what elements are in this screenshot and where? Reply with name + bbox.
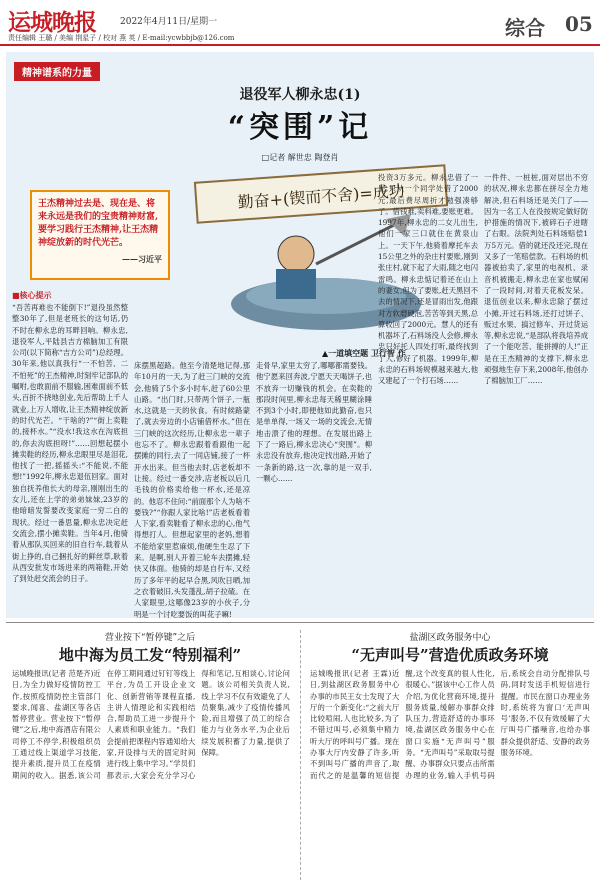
- page-number: 05: [565, 12, 593, 36]
- column-divider: [300, 630, 301, 880]
- illustration-caption: ▲一道填空题 卫行智 作: [322, 348, 406, 358]
- feature-byline: □记者 解世忠 陶登肖: [261, 153, 339, 162]
- quote-text: 王杰精神过去是、现在是、将来永远是我们的宝贵精神财富,要学习践行王杰精神,让王杰精神绽放新的时代光芒。: [38, 199, 159, 249]
- section-divider: [6, 622, 594, 623]
- article-column-5: 一件件、一桩桩,面对层出不穷的状况,柳永忠都在拼尽全力地解决,但石料场还是关门了——因为一名工人在没按规定做好防护措施的情况下,被碎石子迸瞎了右眼。法院判处石料场赔偿1万5万元。借的就还没还完,现在又多了一笔赔偿款。石料场的机器被拍卖了,家里的电视机、录音机被搬走,柳永忠在家也赋闲了一段时间,对着天花板发呆。退伍创业以来,柳永忠除了摆过小摊,开过石料场,还打过饼子、贩过水果、搞过修车、开过货运等,柳永忠说,“是部队将我培养成了一个能吃苦、能拼搏的人!”正是在王杰精神的支撑下,柳永忠顽强地生存下来,2008年,他创办了棉脑加工厂……: [484, 173, 588, 386]
- right-article-body: 运城晚报讯(记者 王霖)近日,到盐湖区政务服务中心办事的市民王女士发现了大厅的一个新变化:“之前大厅比较喧闹,人也比较多,为了不错过叫号,必须集中精力听大厅的呼叫号广播。现在办事大厅内安静了许多,听不到叫号广播的声音了,取而代之的是温馨的短信提醒,这个改变真的很人性化,很暖心。”据该中心工作人员介绍,为优化营商环境,提升服务质量,缓解办事群众排队压力,营造舒适的办事环境,盐湖区政务服务中心在窗口实施“无声叫号”服务。“无声叫号”采取取号提醒、办事群众只要点击所需办理的业务,输入手机号码后,系统会自动分配排队号码,同时发送手机短信进行提醒。市民在窗口办理业务时,系统将为窗口‘无声叫号’服务,不仅有效缓解了大厅叫号广播噪音,也给办事群众提供舒适、安静的政务服务环境。: [310, 669, 590, 780]
- core-tip-label: ■核心提示: [12, 290, 52, 300]
- masthead: [0, 0, 600, 46]
- issue-date: 2022年4月11日/星期一: [120, 17, 218, 27]
- left-article-title: 地中海为员工发“特别福利”: [58, 646, 242, 664]
- left-article-subhead: 营业按下“暂停键”之后: [104, 633, 196, 643]
- left-article-body: 运城晚报讯(记者 范楚齐)近日,为全力做好疫情防控工作,按照疫情防控主管部门要求,闻喜、盐湖区等各店暂停营业。营业按下“暂停键”之后,地中海酒店有限公司停工不停学,积极组织员工通过线上渠道学习技能,提升素质,提升员工在疫情期间的收入。据悉,该公司在停工期间通过钉钉等线上平台,为员工开设企业文化、创新营销等课程直播,主讲人情理论和实践相结合,帮助员工进一步提升个人素质和职业能力。“我们会提前把课程内容通知给大家,开设排与天的固定时间进行线上集中学习。”学员们都表示,大家会充分学习心得和笔记,互相谈心,讨论问题。该公司相关负责人说,线上学习不仅有效避免了人员聚集,减少了疫情传播风险,而且增强了员工的综合能力与业务水平,为企业后续发展积蓄了力量,提供了保障。: [12, 669, 290, 780]
- quote-signature: ——习近平: [122, 254, 162, 265]
- quote-box: [30, 190, 170, 280]
- illo-slogan: 勤奋+(锲而不舍)=成功: [237, 181, 406, 212]
- newspaper-logo: 运城晚报: [8, 9, 96, 36]
- section-name: 综合: [505, 16, 545, 40]
- right-article-title: “无声叫号”营造优质政务环境: [351, 646, 549, 664]
- article-column-4: 投资3万多元。柳永忠借了一屁,只从一个同学处借了2000元,最后费尽周折才勉强凑够了。借钱难,卖料难,要账更难。1997年,柳永忠的二女儿出生,他们一家三口就住在黄泉山上。一天下午,他骑着摩托车去15公里之外的杂庄村要账,刚到张庄村,就下起了大雨,随之电闪雷鸣。柳永忠惦记着还在山上的妻女,但为了要账,赶天黑回不去的情况下,还是冒雨出发,他跟对方软磨硬泡,苦苦等到天黑,总算收回了2000元。慧人的还有机器坏了,石料场没人会修,柳永忠只好托人四处打听,最终找到了人,修好了机器。1999年,柳永忠的石料场规模越来越大,他又建起了一个打石场……: [378, 173, 478, 386]
- article-column-1: “吾苦再难也不能倒下!”退役虽然整整30年了,但是老班长的这句话,仍不时在柳永忠的耳畔回响。柳永忠,退役军人,平陆县吉方棉脑加工有限公司(以下简称“吉方公司”)总经理。30年来,他以真我行“一不怕苦、二不怕死”的王杰精神,时刻牢记部队的嘱咐,也敢面前不服输,困难面前不低头,百折不挠地创业,先后帮助上千人就业,上万人增收,让王杰精神绽放新的时代光芒。“干啥的?”“街上卖鞋的,接杯水。”“没水!我这水在沟底担的,你去沟底担呀!”……回想起摆小摊卖鞋的经历,柳永忠眼里尽是泪花,他找了一把,摇摇头:“不能说,不能想!”1992年,柳永忠退伍回家。面对独自抚养他长大的母亲,刚刚出生的女儿,还在上学的弟弟妹妹,23岁的他暗暗发誓要改变家庭一穷二白的现状。经过一番思量,柳永忠决定赶交流会,摆小摊卖鞋。当年4月,他骑着从那队买回来的旧自行车,载着从街上挣的,自己捆扎好的鲜丝草,耿着从西安批发市场进来的两箱鞋,开始了到处赶交流会的日子。: [12, 303, 128, 584]
- editor-credits: 责任编辑 王璐 / 美编 荆星子 / 校对 燕 英 / E-mail:ycwbbjb@126.com: [8, 34, 235, 42]
- article-column-2: 床摆黑超路。他至今清楚地记得,那年10月的一天,为了赶三门峡的交流会,他骑了5个多小时车,赶了60公里山路。“出门时,只带两个饼子,一瓶水,这就是一天的伙食。有时候路蒙了,就去旁边的小店铺借杯水。”但在三门峡的这次经历,让柳永忠一辈子也忘不了。柳永忠跟着看跟他一起摆摊的同行,去了一同店铺,接了一杯开水出来。但当他去时,店老板却不让接。经过一番交涉,店老板以后几毛钱的价格卖给他一杯水,还是凉的。他忍不住问:“前面那个人为啥不要钱?”“你跟人家比啥!”店老板看着人下家,看卖鞋看了柳永忠的心,他气得想打人。但想起家里的老妈,想着不能给家里惹麻烦,他硬生生忍了下来。是啊,别人开着三轮车去摆摊,轻快又体面。他骑的却是自行车,又经历了多年平的起早合黑,风吹日晒,加之衣着破旧,头发蓬乱,胡子拉碴。在人家眼里,这哪像23岁的小伙子,分明是一个讨吃要饭的叫花子嘛!: [134, 361, 250, 618]
- right-article-subhead: 盐湖区政务服务中心: [409, 633, 491, 643]
- feature-subhead: 退役军人柳永忠(1): [239, 87, 361, 103]
- series-tag: 精神谱系的力量: [14, 62, 100, 81]
- feature-title: “突围”记: [227, 110, 373, 145]
- article-column-3: 走骨早,家里太穷了,哪哪都需要钱。他宁愿来回奔波,宁愿天天喝饼子,也不放弃一切赚钱的机会。在卖鞋的那段时间里,柳永忠每天稀里糊涂睡不到3个小时,即便他如此勤奋,也只是单单得,一场又一场的交流会,无情地击溃了他的理想。在发展出路上下了一路后,柳永忠决心“突围”。柳永忠没有放弃,他决定找出路,开始了一条新的路,这一次,靠的是一双手,一颗心……: [256, 361, 372, 483]
